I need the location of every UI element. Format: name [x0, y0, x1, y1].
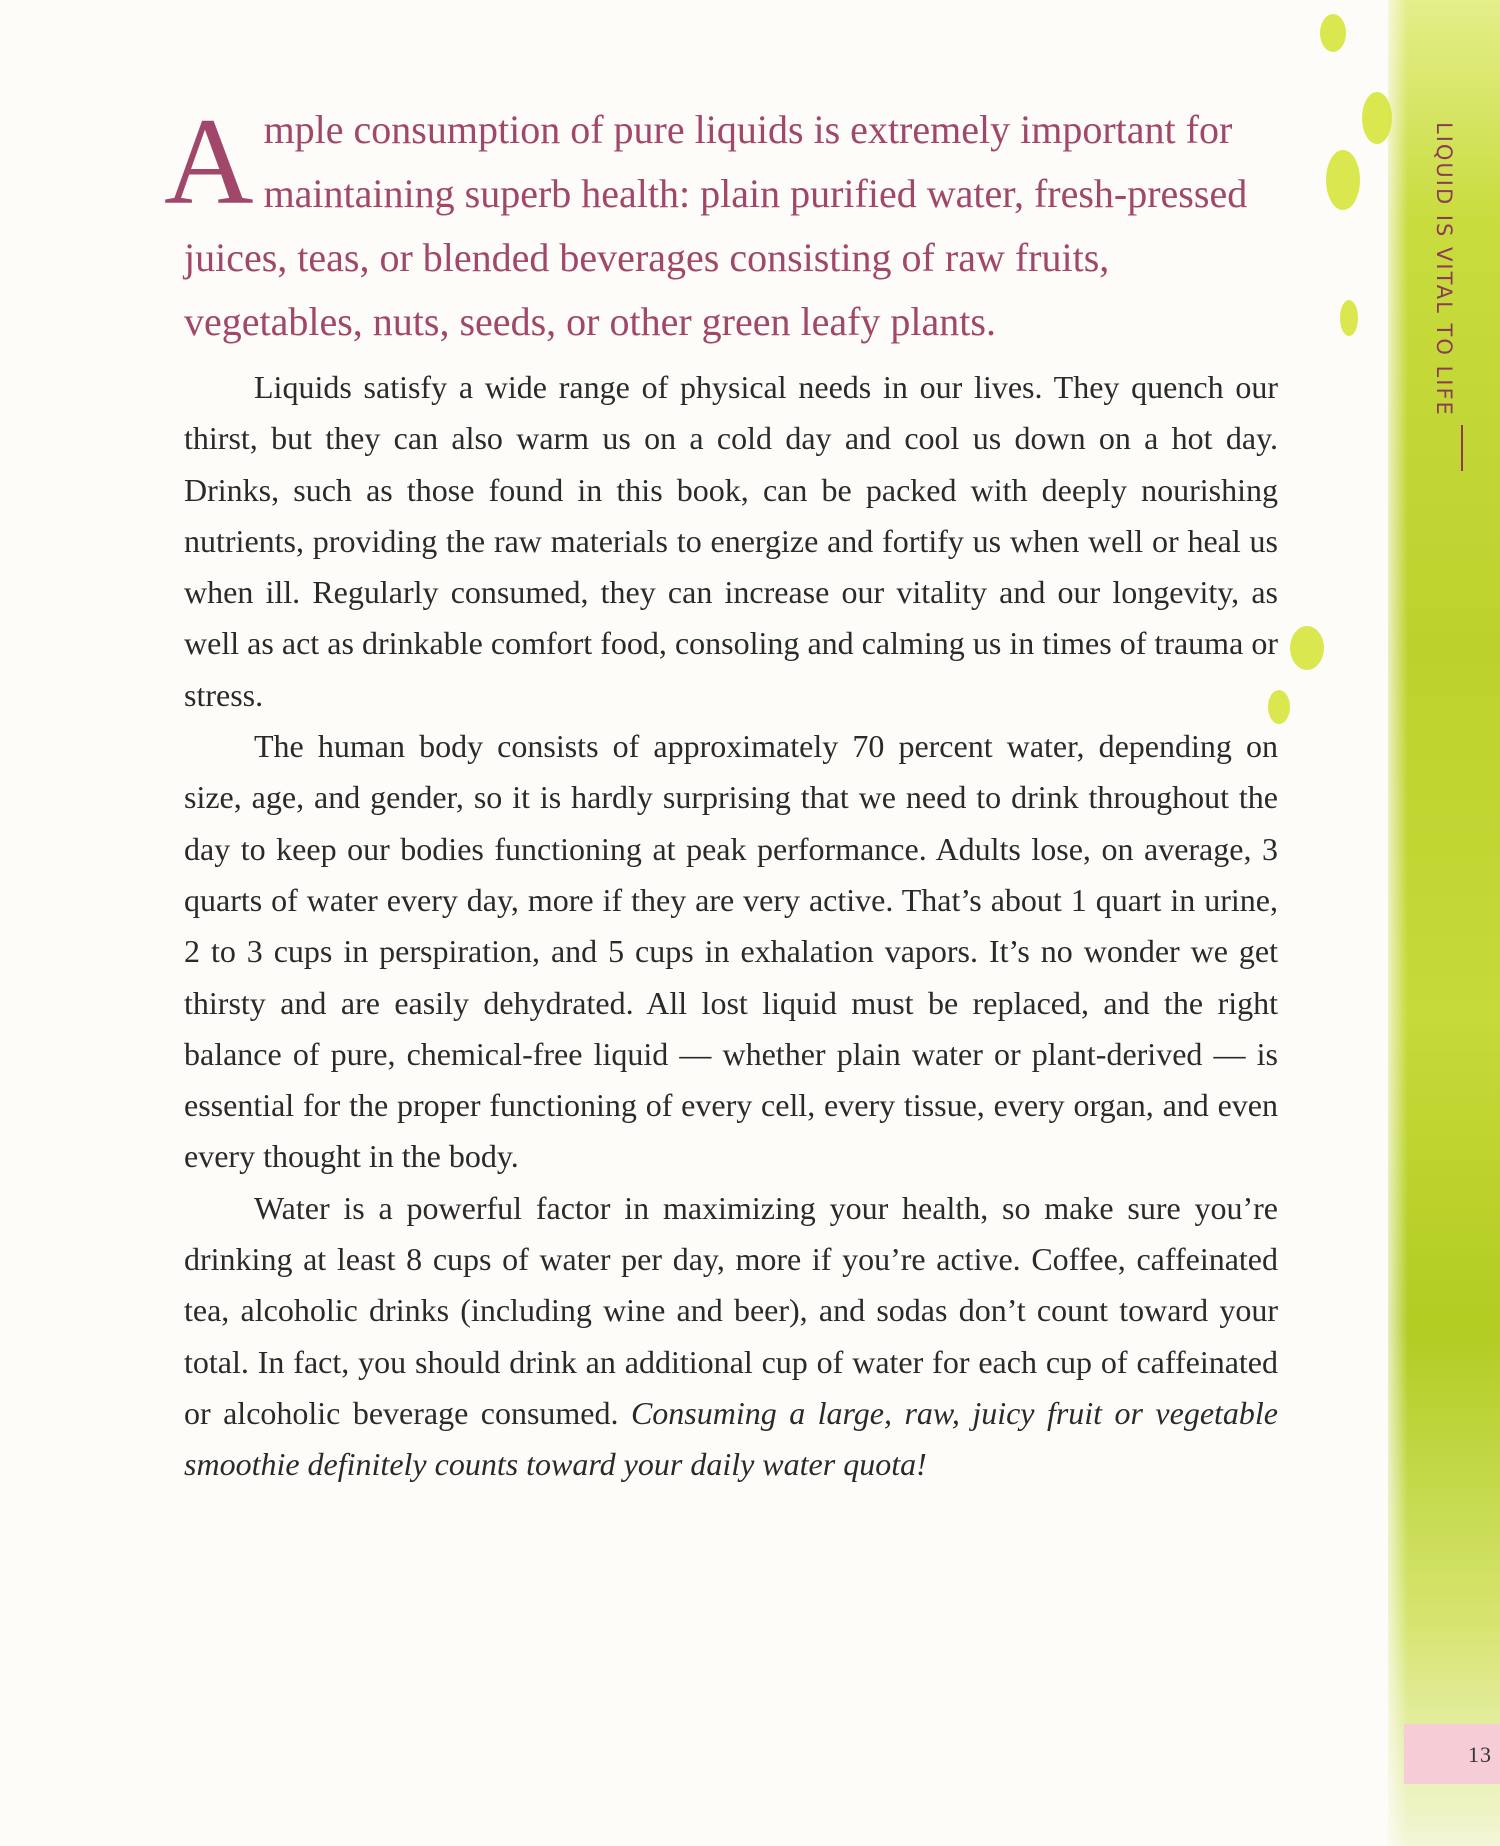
body-paragraph-3-text: Water is a powerful factor in maximizing your health, so make sure you’re drinking at least 8 cups of water per day, more if you’re active. Coffee, caffeinated tea, alcoholic drinks (including wine and beer), and sodas don’t count toward your total. In fact, you should drink an additional cup of water for each cup of caffeinated or alcoholic beverage consumed. — [184, 1189, 1278, 1431]
decorative-splash — [1290, 626, 1324, 670]
emphasis-sentence: Consuming a large, raw, juicy fruit or vegetable smoothie definitely counts toward your daily water quota! — [184, 1394, 1279, 1483]
running-head: LIQUID IS VITAL TO LIFE — [1432, 122, 1456, 417]
page-number: 13 — [1468, 1742, 1492, 1767]
body-paragraph-2: The human body consists of approximately 70 percent water, depending on size, age, and gender, so it is hardly surprising that we need to drink throughout the day to keep our bodies functioning at peak performance. Adults lose, on average, 3 quarts of water every day, more if they are very active. That’s about 1 quart in urine, 2 to 3 cups in perspiration, and 5 cups in exhalation vapors. It’s no wonder we get thirsty and are easily dehydrated. All lost liquid must be replaced, and the right balance of pure, chemical-free liquid — whether plain water or plant-derived — is essential for the proper functioning of every cell, every tissue, every organ, and even every thought in the body. — [184, 728, 1278, 1175]
body-paragraph-1: Liquids satisfy a wide range of physical needs in our lives. They quench our thirst, but they can also warm us on a cold day and cool us down on a hot day. Drinks, such as those found in this book, can be packed with deeply nourishing nutrients, providing the raw materials to energize and fortify us when well or heal us when ill. Regularly consumed, they can increase our vitality and our longevity, as well as act as drinkable comfort food, consoling and calming us in times of trauma or stress. — [184, 369, 1278, 713]
drop-cap: A — [164, 93, 254, 230]
page-body — [164, 93, 1279, 1491]
body-paragraph-3 — [184, 1183, 1278, 1491]
lead-paragraph — [164, 93, 1278, 354]
running-head-rule — [1461, 425, 1463, 471]
decorative-splash — [1320, 14, 1346, 52]
decorative-splash — [1340, 300, 1358, 336]
decorative-splash — [1362, 92, 1392, 144]
lead-text: mple consumption of pure liquids is extremely important for maintaining superb health: plain purified water, fresh-pressed juices, teas, or blended beverages consisting of raw fruits, vegetables, nuts, seeds, or other green leafy plants. — [184, 107, 1248, 344]
decorative-splash — [1326, 150, 1360, 210]
